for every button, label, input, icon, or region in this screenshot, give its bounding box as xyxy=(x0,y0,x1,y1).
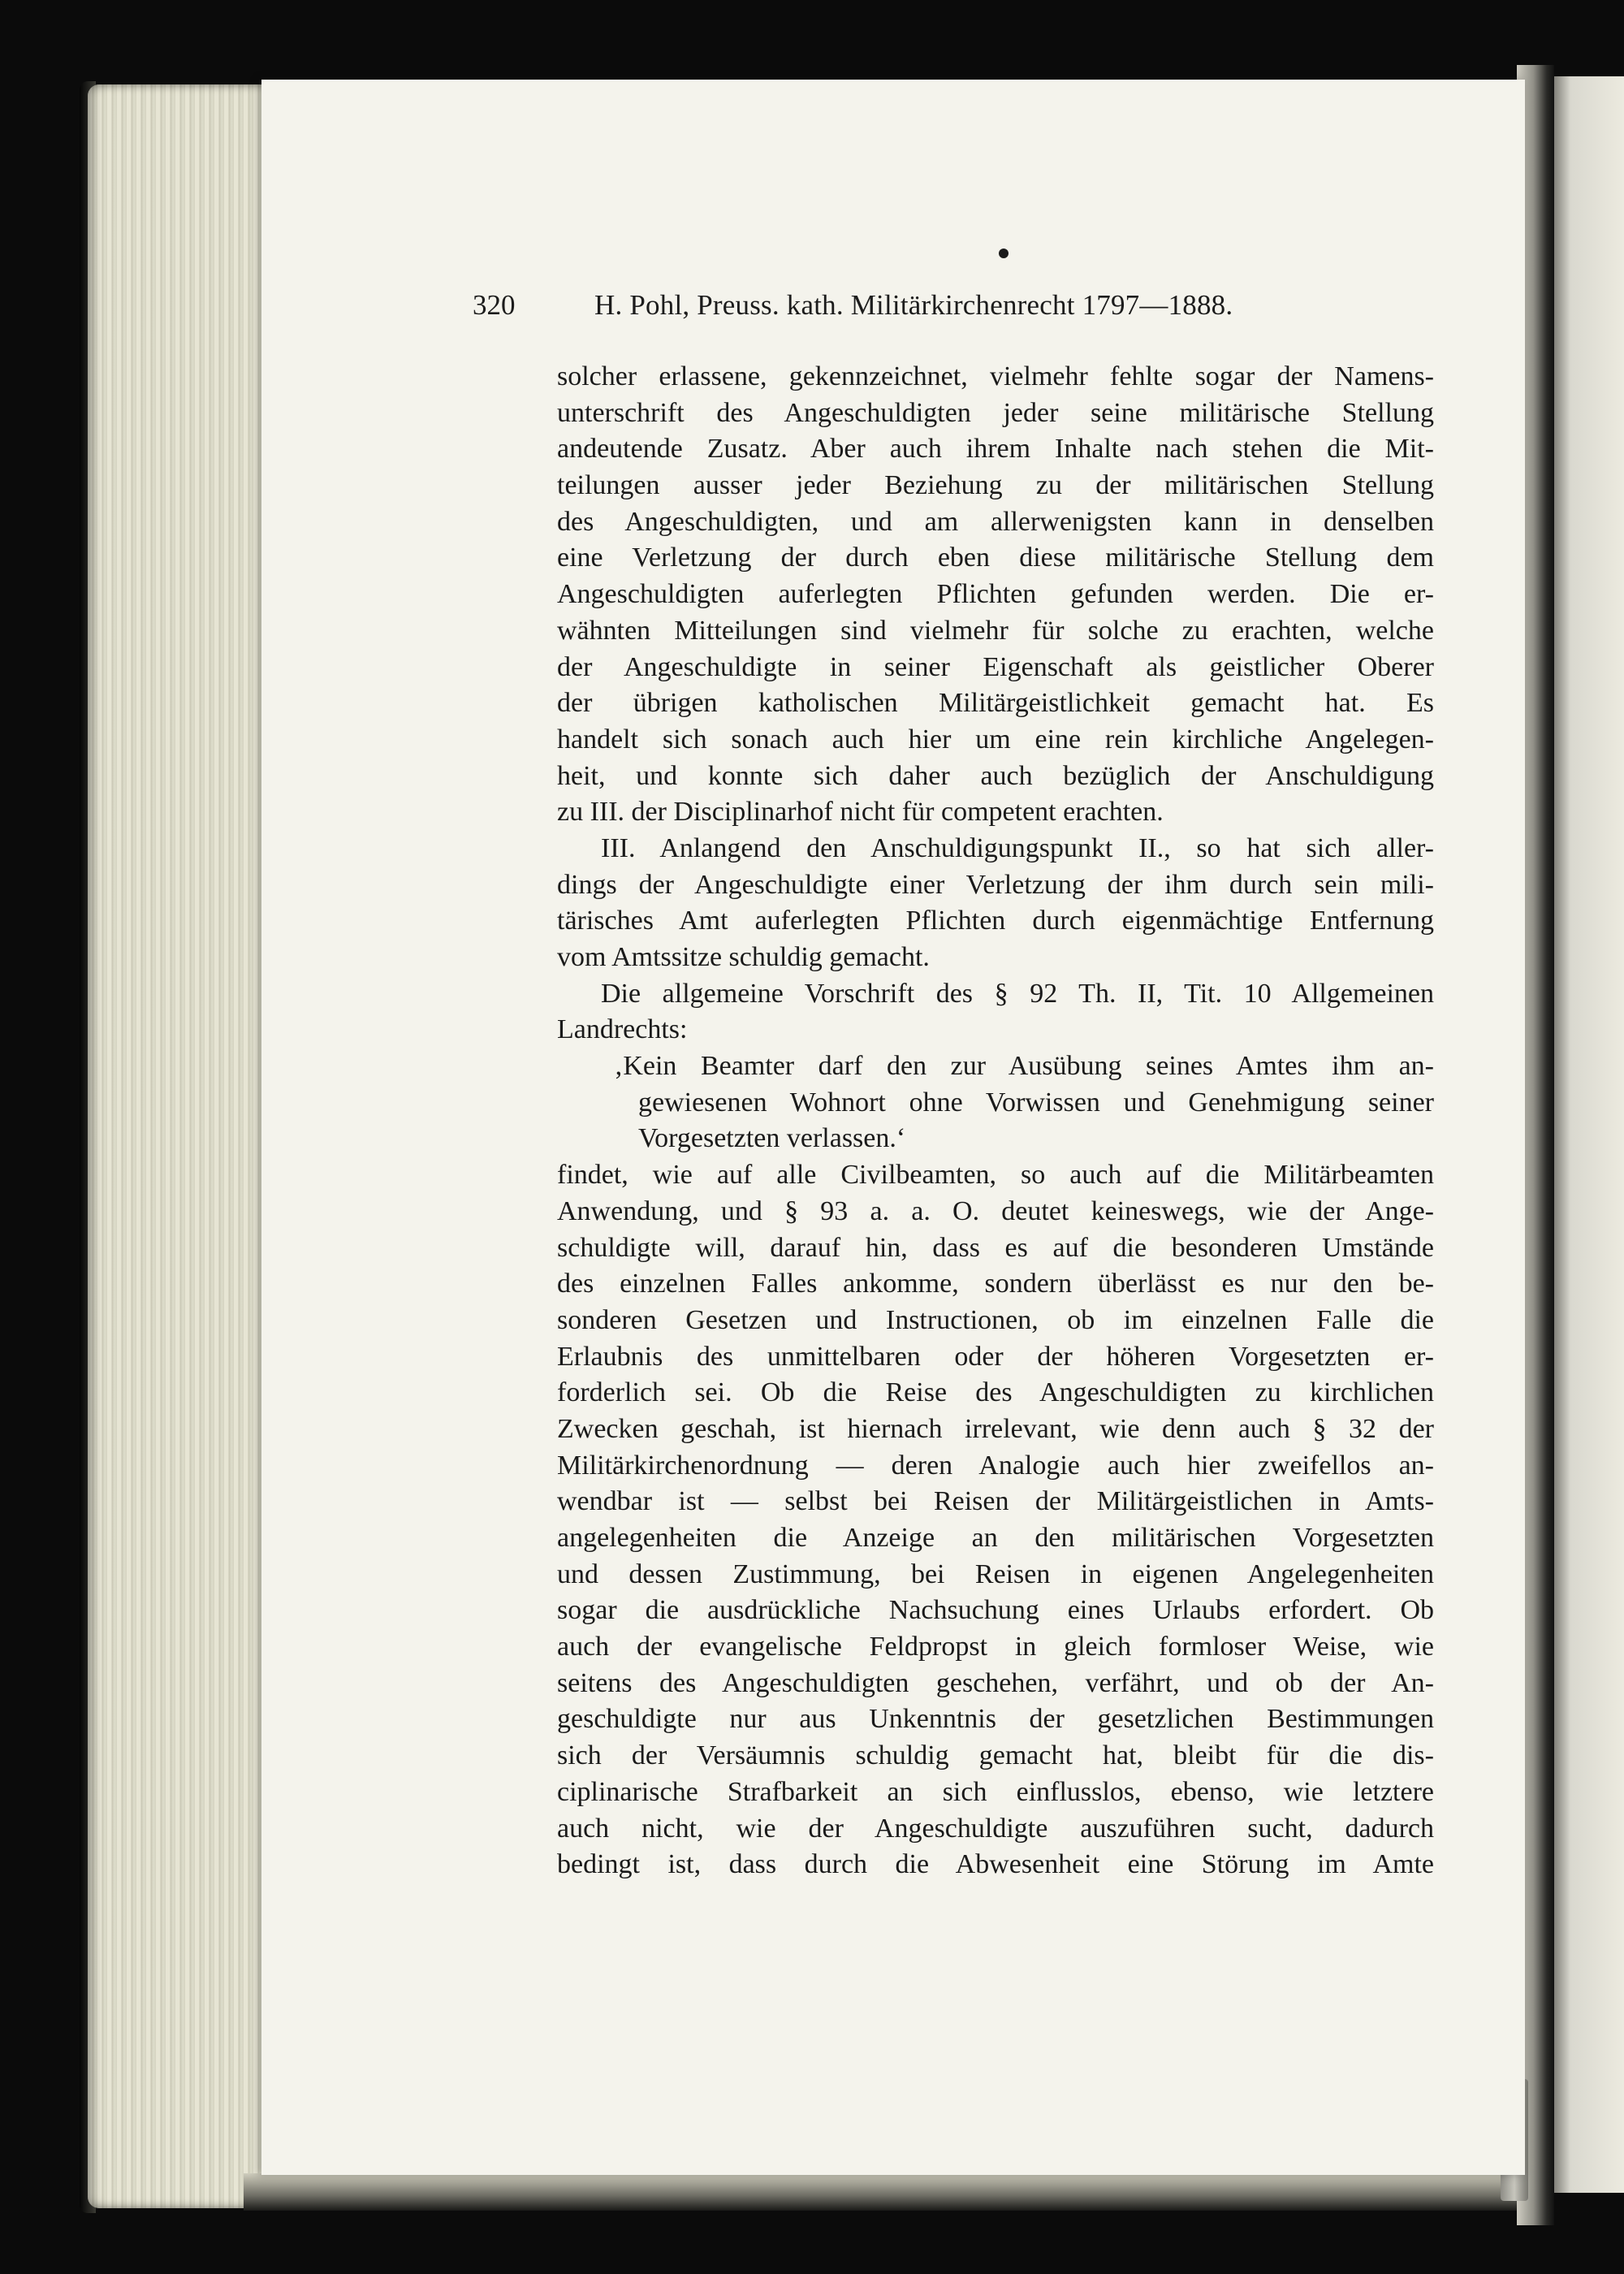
text-line: schuldigte will, darauf hin, dass es auf die besonderen Umstände xyxy=(557,1232,1434,1263)
printer-mark-dot xyxy=(999,249,1009,258)
text-line: geschuldigte nur aus Unkenntnis der gesetzlichen Bestimmungen xyxy=(557,1704,1434,1735)
text-line: des einzelnen Falles ankomme, sondern überlässt es nur den be- xyxy=(557,1269,1434,1299)
text-line: Landrechts: xyxy=(557,1014,688,1045)
page-bottom-shadow xyxy=(244,2173,1527,2211)
text-line: wähnten Mitteilungen sind vielmehr für solche zu erachten, welche xyxy=(557,615,1434,646)
text-line: heit, und konnte sich daher auch bezüglich der Anschuldigung xyxy=(557,760,1434,791)
text-line: Erlaubnis des unmittelbaren oder der höheren Vorgesetzten er- xyxy=(557,1341,1434,1372)
text-line: auch der evangelische Feldpropst in gleich formloser Weise, wie xyxy=(557,1632,1434,1662)
quote-line: gewiesenen Wohnort ohne Vorwissen und Genehmigung seiner xyxy=(638,1087,1434,1118)
page-stack-edges xyxy=(88,84,276,2208)
body-text xyxy=(557,359,1434,1883)
text-line: seitens des Angeschuldigten geschehen, verfährt, und ob der An- xyxy=(557,1667,1434,1698)
text-line: Die allgemeine Vorschrift des § 92 Th. II, Tit. 10 Allgemeinen xyxy=(601,978,1434,1009)
text-line: der übrigen katholischen Militärgeistlichkeit gemacht hat. Es xyxy=(557,688,1434,719)
facing-page xyxy=(1548,76,1624,2193)
text-line: sogar die ausdrückliche Nachsuchung eines Urlaubs erfordert. Ob xyxy=(557,1595,1434,1626)
text-line: und dessen Zustimmung, bei Reisen in eigenen Angelegenheiten xyxy=(557,1559,1434,1589)
text-line: wendbar ist — selbst bei Reisen der Militärgeistlichen in Amts- xyxy=(557,1486,1434,1517)
running-header xyxy=(473,289,1333,330)
text-line: des Angeschuldigten, und am allerwenigsten kann in denselben xyxy=(557,506,1434,537)
text-line: der Angeschuldigte in seiner Eigenschaft als geistlicher Oberer xyxy=(557,651,1434,682)
page-number: 320 xyxy=(473,289,516,321)
text-line: auch nicht, wie der Angeschuldigte auszuführen sucht, dadurch xyxy=(557,1813,1434,1844)
quote-line: Vorgesetzten verlassen.‘ xyxy=(638,1123,906,1154)
text-line: Anwendung, und § 93 a. a. O. deutet keineswegs, wie der Ange- xyxy=(557,1195,1434,1226)
text-line: III. Anlangend den Anschuldigungspunkt II., so hat sich aller- xyxy=(601,832,1434,863)
text-line: unterschrift des Angeschuldigten jeder seine militärische Stellung xyxy=(557,397,1434,428)
text-line: ciplinarische Strafbarkeit an sich einflusslos, ebenso, wie letztere xyxy=(557,1776,1434,1807)
text-line: zu III. der Disciplinarhof nicht für competent erachten. xyxy=(557,797,1164,828)
text-line: eine Verletzung der durch eben diese militärische Stellung dem xyxy=(557,543,1434,573)
running-title: H. Pohl, Preuss. kath. Militärkirchenrecht 1797—1888. xyxy=(594,289,1233,321)
text-line: bedingt ist, dass durch die Abwesenheit eine Störung im Amte xyxy=(557,1849,1434,1880)
text-line: andeutende Zusatz. Aber auch ihrem Inhalte nach stehen die Mit- xyxy=(557,434,1434,465)
text-line: vom Amtssitze schuldig gemacht. xyxy=(557,942,930,972)
text-line: Angeschuldigten auferlegten Pflichten gefunden werden. Die er- xyxy=(557,579,1434,610)
text-line: dings der Angeschuldigte einer Verletzung der ihm durch sein mili- xyxy=(557,869,1434,900)
text-line: sich der Versäumnis schuldig gemacht hat, bleibt für die dis- xyxy=(557,1740,1434,1771)
text-line: angelegenheiten die Anzeige an den militärischen Vorgesetzten xyxy=(557,1523,1434,1553)
text-line: handelt sich sonach auch hier um eine rein kirchliche Angelegen- xyxy=(557,724,1434,754)
text-line: solcher erlassene, gekennzeichnet, vielmehr fehlte sogar der Namens- xyxy=(557,361,1434,391)
text-line: Militärkirchenordnung — deren Analogie auch hier zweifellos an- xyxy=(557,1450,1434,1481)
text-line: findet, wie auf alle Civilbeamten, so auch auf die Militärbeamten xyxy=(557,1160,1434,1191)
text-line: forderlich sei. Ob die Reise des Angeschuldigten zu kirchlichen xyxy=(557,1377,1434,1408)
text-line: Zwecken geschah, ist hiernach irrelevant, wie denn auch § 32 der xyxy=(557,1413,1434,1444)
text-line: tärisches Amt auferlegten Pflichten durch eigenmächtige Entfernung xyxy=(557,906,1434,936)
text-line: sonderen Gesetzen und Instructionen, ob im einzelnen Falle die xyxy=(557,1304,1434,1335)
quote-line: ‚Kein Beamter darf den zur Ausübung seines Amtes ihm an- xyxy=(614,1051,1434,1082)
text-line: teilungen ausser jeder Beziehung zu der militärischen Stellung xyxy=(557,470,1434,501)
